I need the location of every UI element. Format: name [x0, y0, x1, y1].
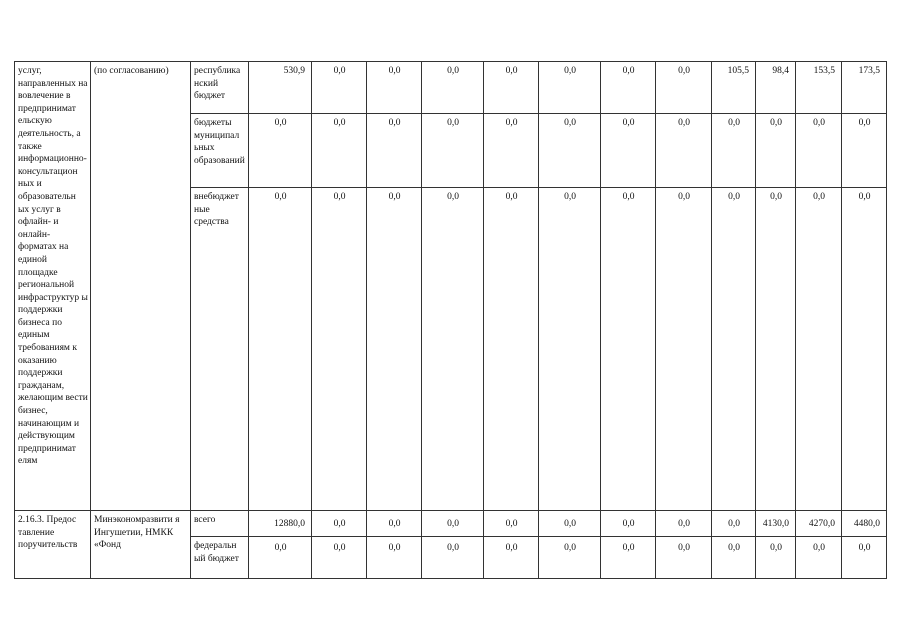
table-row: [15, 62, 887, 114]
value-cell: 0,0: [712, 188, 756, 511]
value-cell: 0,0: [249, 188, 312, 511]
value-cell: 0,0: [601, 537, 656, 579]
value-cell: 173,5: [842, 62, 887, 114]
value-cell: 0,0: [422, 62, 484, 114]
value-cell: 4270,0: [796, 511, 842, 537]
value-cell: 0,0: [842, 537, 887, 579]
value-cell: 0,0: [796, 114, 842, 188]
funding-source-cell: федеральн ый бюджет: [191, 537, 249, 579]
value-cell: 0,0: [539, 62, 601, 114]
value-cell: 0,0: [312, 62, 367, 114]
measure-description-cell: 2.16.3. Предос тавление поручительств: [15, 511, 91, 579]
value-cell: 0,0: [712, 511, 756, 537]
value-cell: 153,5: [796, 62, 842, 114]
value-cell: 0,0: [539, 188, 601, 511]
executor-cell: (по согласованию): [91, 62, 191, 511]
budget-table: [14, 61, 887, 579]
value-cell: 0,0: [656, 62, 712, 114]
value-cell: 0,0: [656, 537, 712, 579]
value-cell: 0,0: [842, 188, 887, 511]
value-cell: 530,9: [249, 62, 312, 114]
value-cell: 0,0: [422, 511, 484, 537]
value-cell: 0,0: [756, 188, 796, 511]
value-cell: 4480,0: [842, 511, 887, 537]
value-cell: 0,0: [249, 114, 312, 188]
value-cell: 0,0: [312, 537, 367, 579]
value-cell: 0,0: [656, 114, 712, 188]
value-cell: 0,0: [601, 62, 656, 114]
value-cell: 0,0: [539, 537, 601, 579]
value-cell: 0,0: [422, 114, 484, 188]
value-cell: 0,0: [484, 511, 539, 537]
value-cell: 0,0: [539, 114, 601, 188]
value-cell: 0,0: [484, 114, 539, 188]
value-cell: 105,5: [712, 62, 756, 114]
value-cell: 0,0: [712, 114, 756, 188]
value-cell: 0,0: [422, 188, 484, 511]
value-cell: 0,0: [367, 511, 422, 537]
measure-description-cell: услуг, направленных на вовлечение в предпринимат ельскую деятельность, а также информационно-консультацион ных и образовательн ых услуг в офлайн- и онлайн-форматах на единой площадке региональной инфраструктур ы поддержки бизнеса по единым требованиям к оказанию поддержки гражданам, желающим вести бизнес, начинающим и действующим предпринимат елям: [15, 62, 91, 511]
value-cell: 0,0: [367, 537, 422, 579]
funding-source-cell: республика нский бюджет: [191, 62, 249, 114]
value-cell: 0,0: [601, 511, 656, 537]
funding-source-cell: бюджеты муниципал ьных образований: [191, 114, 249, 188]
value-cell: 12880,0: [249, 511, 312, 537]
value-cell: 0,0: [367, 114, 422, 188]
value-cell: 0,0: [601, 114, 656, 188]
value-cell: 0,0: [796, 188, 842, 511]
funding-source-cell: всего: [191, 511, 249, 537]
value-cell: 0,0: [756, 537, 796, 579]
value-cell: 0,0: [539, 511, 601, 537]
value-cell: 0,0: [484, 537, 539, 579]
value-cell: 0,0: [712, 537, 756, 579]
value-cell: 0,0: [312, 511, 367, 537]
value-cell: 0,0: [656, 511, 712, 537]
value-cell: 98,4: [756, 62, 796, 114]
value-cell: 0,0: [656, 188, 712, 511]
value-cell: 0,0: [367, 62, 422, 114]
table-row: [15, 511, 887, 537]
value-cell: 0,0: [367, 188, 422, 511]
value-cell: 0,0: [312, 188, 367, 511]
value-cell: 0,0: [249, 537, 312, 579]
value-cell: 0,0: [601, 188, 656, 511]
value-cell: 0,0: [484, 188, 539, 511]
value-cell: 0,0: [422, 537, 484, 579]
value-cell: 4130,0: [756, 511, 796, 537]
value-cell: 0,0: [484, 62, 539, 114]
executor-cell: Минэкономразвити я Ингушетии, НМКК «Фонд: [91, 511, 191, 579]
value-cell: 0,0: [796, 537, 842, 579]
value-cell: 0,0: [312, 114, 367, 188]
funding-source-cell: внебюджет ные средства: [191, 188, 249, 511]
value-cell: 0,0: [756, 114, 796, 188]
value-cell: 0,0: [842, 114, 887, 188]
